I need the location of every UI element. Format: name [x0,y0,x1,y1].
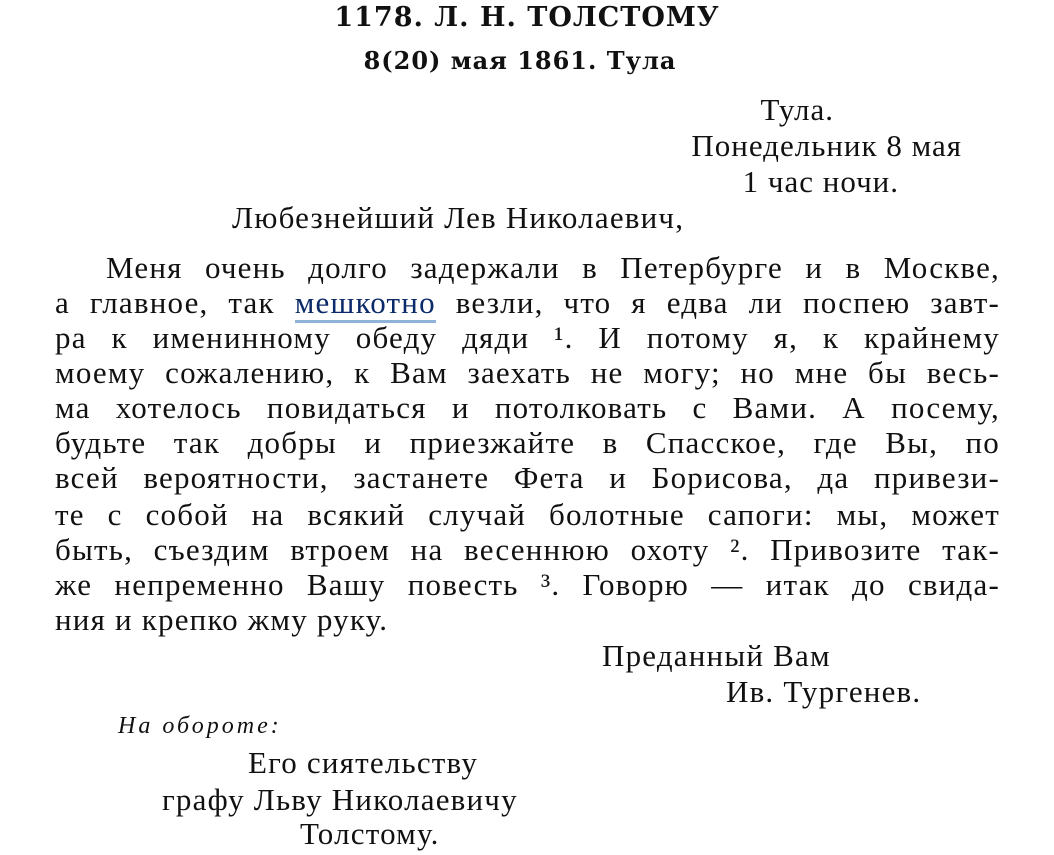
place-day: Понедельник 8 мая [691,128,962,163]
letter-title: 1178. Л. Н. ТОЛСТОМУ [334,2,720,33]
body-line-8: те с собой на всякий случай болотные сапоги: мы, может [55,497,1000,532]
place-time: 1 час ночи. [742,164,899,199]
address-line-2: графу Льву Николаевичу [162,782,518,817]
body-line-2-start: а главное, так [55,285,295,320]
body-line-3: ра к именинному обеду дяди ¹. И потому я, к крайнему [55,320,1000,355]
selected-word-highlight[interactable]: мешкотно [295,285,436,323]
address-line-3: Толстому. [300,816,440,851]
body-line-9: быть, съездим втроем на весеннюю охоту ². Привозите так- [55,532,1000,567]
address-line-1: Его сиятельству [248,745,479,780]
body-line-6: будьте так добры и приезжайте в Спасское, где Вы, по [55,425,1000,460]
body-line-5: ма хотелось повидаться и потолковать с Вами. А посему, [55,390,1000,425]
reverse-label: На обороте: [118,713,282,739]
closing: Преданный Вам [602,638,831,673]
salutation: Любезнейший Лев Николаевич, [232,200,685,235]
place-city: Тула. [760,92,834,127]
body-line-2-end: везли, что я едва ли поспею завт- [435,285,1000,320]
body-line-1: Меня очень долго задержали в Петербурге и в Москве, [106,250,1000,285]
body-line-11: ния и крепко жму руку. [55,602,389,637]
body-line-2 [55,285,1000,321]
body-line-4: моему сожалению, к Вам заехать не могу; но мне бы весь- [55,355,1000,390]
body-line-10: же непременно Вашу повесть ³. Говорю — итак до свида- [55,567,1000,602]
body-line-7: всей вероятности, застанете Фета и Борисова, да привези- [55,460,1000,495]
letter-dateline: 8(20) мая 1861. Тула [363,46,677,75]
signature: Ив. Тургенев. [726,674,922,709]
